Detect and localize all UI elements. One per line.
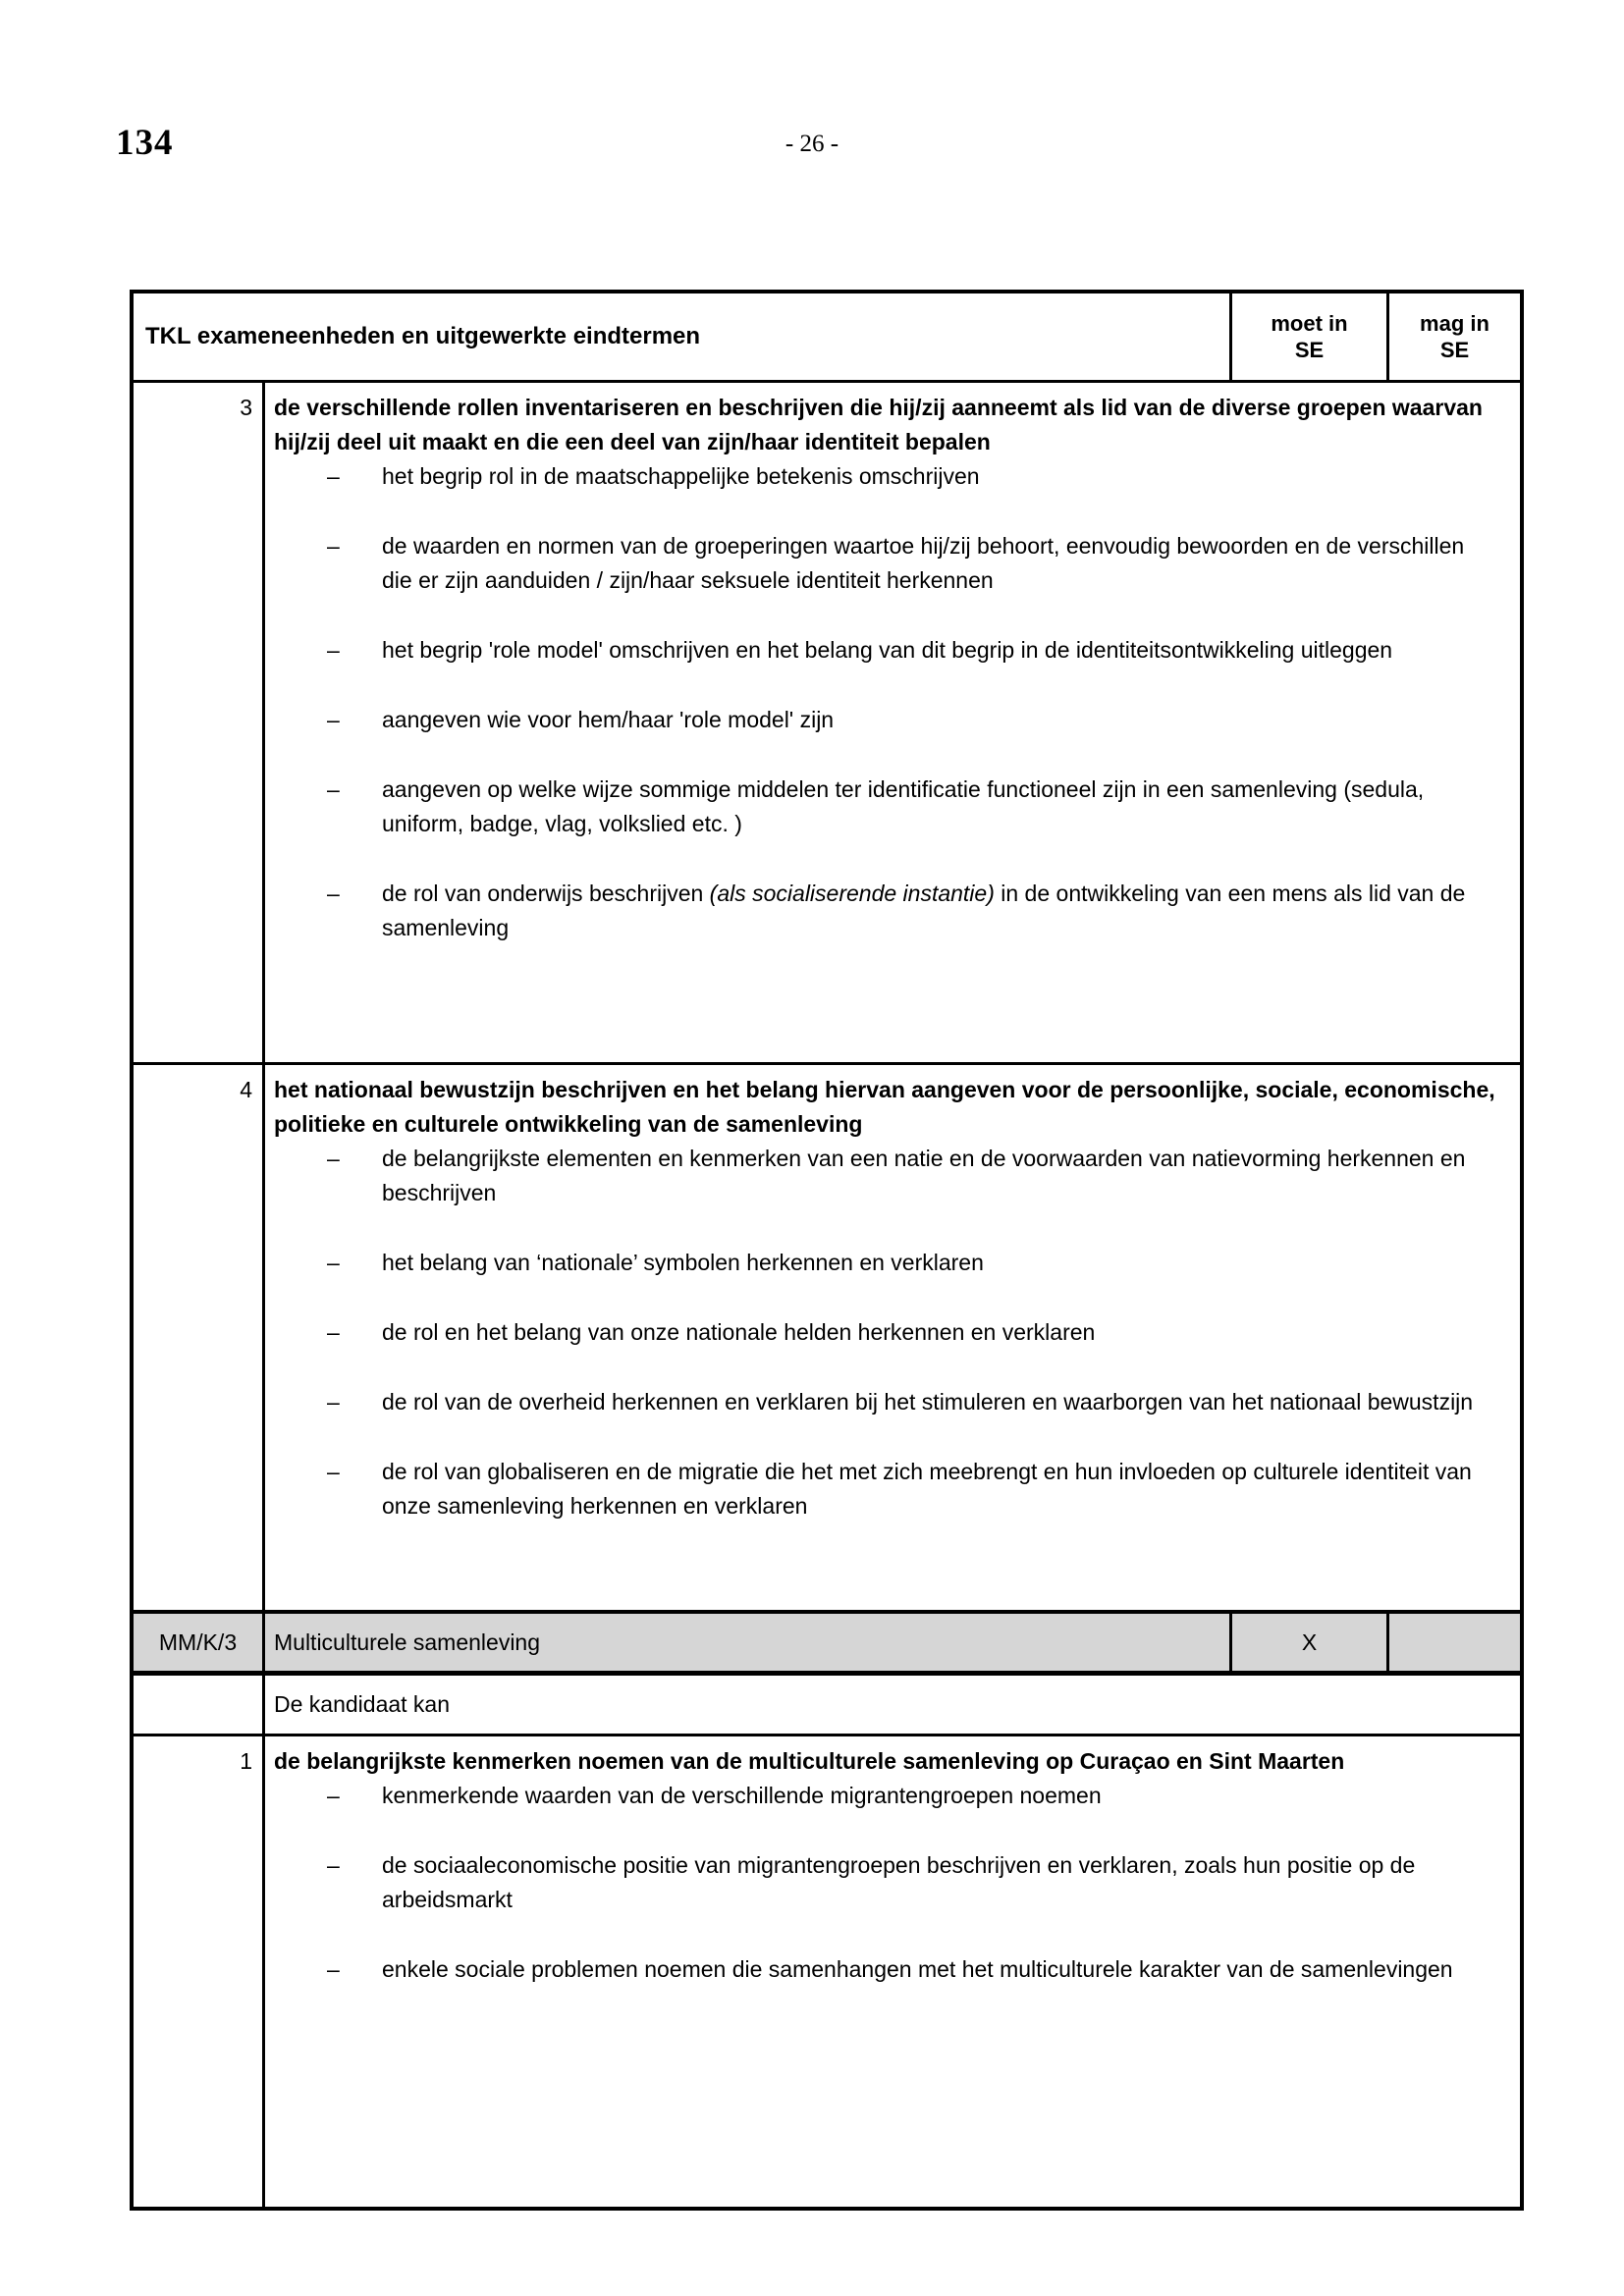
bullet-text-segment: enkele sociale problemen noemen die samenhangen met het multiculturele karakter van de samenlevingen [382,1956,1453,1982]
eindtermen-table [130,290,1524,2211]
bullet-dash: – [327,1319,340,1345]
bullet-list [274,459,1500,945]
row-lead-text: de verschillende rollen inventariseren en beschrijven die hij/zij aanneemt als lid van de diverse groepen waarvan hij/zij deel uit maakt en die een deel van zijn/haar identiteit bepalen [274,395,1483,454]
bullet-text [382,1952,1500,1987]
mag-in-se-header-line1: mag in [1420,311,1489,336]
bullet-text [382,633,1500,667]
bullet-item [274,877,1500,945]
bullet-dash: – [327,1852,340,1878]
bullet-text-italic-segment: (als socialiserende instantie) [709,881,995,906]
bullet-text [382,877,1500,945]
bullet-list [274,1142,1500,1523]
bullet-text-segment: de rol en het belang van onze nationale helden herkennen en verklaren [382,1319,1096,1345]
row-lead-text: het nationaal bewustzijn beschrijven en het belang hiervan aangeven voor de persoonlijke, sociale, economische, politieke en culturele ontwikkeling van de samenleving [274,1077,1495,1137]
table-body [134,380,1520,2207]
row-content-cell [265,1736,1520,2207]
row-number-cell: 4 [134,1065,265,1610]
section-row [134,1610,1520,1671]
mag-in-se-header-line2: SE [1439,338,1470,362]
bullet-dash: – [327,1783,340,1808]
mag-in-se-header [1386,294,1520,380]
bullet-dash: – [327,637,340,663]
moet-in-se-header-line2: SE [1294,338,1325,362]
bullet-text [382,1315,1500,1350]
intro-row [134,1671,1520,1734]
row-number-cell: 1 [134,1736,265,2207]
bullet-text [382,773,1500,841]
bullet-text [382,1142,1500,1210]
bullet-text-segment: de waarden en normen van de groeperingen waartoe hij/zij behoort, eenvoudig bewoorden en de verschillen die er zijn aanduiden / zijn/haar seksuele identiteit herkennen [382,533,1465,593]
bullet-item [274,1848,1500,1917]
row-lead-text: de belangrijkste kenmerken noemen van de multiculturele samenleving op Curaçao en Sint Maarten [274,1748,1345,1774]
row-number-cell [134,1676,265,1734]
moet-in-se-cell: X [1229,1614,1386,1671]
bullet-text-segment: de rol van onderwijs beschrijven [382,881,710,906]
moet-in-se-header-line1: moet in [1271,311,1348,336]
page-number-left: 134 [116,123,174,163]
bullet-list [274,1779,1500,1987]
bullet-dash: – [327,533,340,559]
bullet-text-segment: het belang van ‘nationale’ symbolen herkennen en verklaren [382,1250,984,1275]
intro-text-cell [265,1676,1520,1734]
section-title: Multiculturele samenleving [274,1629,541,1655]
bullet-item [274,773,1500,841]
bullet-item [274,1142,1500,1210]
bullet-dash: – [327,1250,340,1275]
bullet-text [382,1455,1500,1523]
bullet-dash: – [327,1459,340,1484]
bullet-item [274,1385,1500,1419]
bullet-dash: – [327,463,340,489]
table-row [134,1062,1520,1610]
bullet-dash: – [327,1956,340,1982]
bullet-text-segment: kenmerkende waarden van de verschillende migrantengroepen noemen [382,1783,1102,1808]
bullet-dash: – [327,1146,340,1171]
bullet-item [274,703,1500,737]
page-number-center: - 26 - [785,131,839,157]
bullet-text [382,1848,1500,1917]
bullet-dash: – [327,1389,340,1415]
bullet-text [382,1779,1500,1813]
bullet-text-segment: de sociaaleconomische positie van migrantengroepen beschrijven en verklaren, zoals hun positie op de arbeidsmarkt [382,1852,1416,1912]
bullet-text [382,459,1500,494]
bullet-item [274,1246,1500,1280]
bullet-item [274,1952,1500,1987]
bullet-text [382,1246,1500,1280]
table-header-title: TKL exameneenheden en uitgewerkte eindtermen [145,323,701,349]
bullet-text-segment: het begrip 'role model' omschrijven en het belang van dit begrip in de identiteitsontwikkeling uitleggen [382,637,1393,663]
bullet-item [274,1455,1500,1523]
bullet-text-segment: aangeven op welke wijze sommige middelen ter identificatie functioneel zijn in een samenleving (sedula, uniform, badge, vlag, volkslied etc. ) [382,776,1425,836]
bullet-dash: – [327,881,340,906]
bullet-text-segment: de rol van globaliseren en de migratie die het met zich meebrengt en hun invloeden op culturele identiteit van onze samenleving herkennen en verklaren [382,1459,1472,1519]
bullet-item [274,529,1500,598]
table-row [134,380,1520,1062]
row-content-cell [265,383,1520,1062]
bullet-item [274,1315,1500,1350]
table-row [134,1734,1520,2207]
bullet-text-segment: de rol van de overheid herkennen en verklaren bij het stimuleren en waarborgen van het nationaal bewustzijn [382,1389,1474,1415]
bullet-text [382,529,1500,598]
intro-text: De kandidaat kan [274,1691,451,1717]
mag-in-se-cell [1386,1614,1520,1671]
bullet-text-segment: het begrip rol in de maatschappelijke betekenis omschrijven [382,463,980,489]
bullet-text-segment: in de ontwikkeling van een mens als lid van de samenleving [382,881,1466,940]
table-header-row [134,294,1520,380]
bullet-text [382,703,1500,737]
row-number-cell: 3 [134,383,265,1062]
row-content-cell [265,1065,1520,1610]
bullet-text-segment: de belangrijkste elementen en kenmerken van een natie en de voorwaarden van natievorming herkennen en beschrijven [382,1146,1466,1205]
bullet-dash: – [327,776,340,802]
section-code: MM/K/3 [134,1614,265,1671]
bullet-item [274,1779,1500,1813]
bullet-text-segment: aangeven wie voor hem/haar 'role model' zijn [382,707,835,732]
bullet-dash: – [327,707,340,732]
bullet-item [274,459,1500,494]
moet-in-se-header [1229,294,1386,380]
bullet-item [274,633,1500,667]
bullet-text [382,1385,1500,1419]
